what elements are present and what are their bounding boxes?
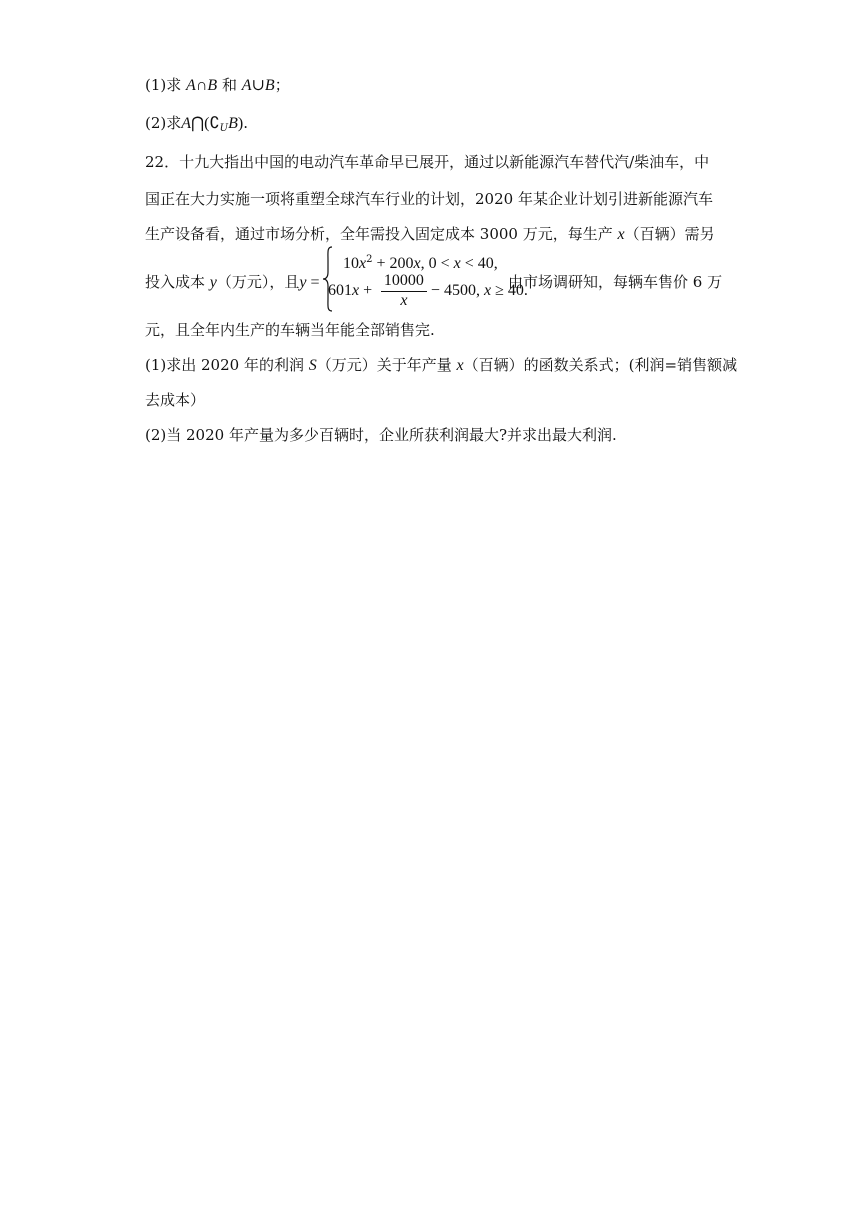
part-2-label: (2)求: [145, 114, 182, 132]
exponent: 2: [366, 254, 373, 265]
set-a: A: [186, 77, 196, 94]
set-a: A: [181, 115, 192, 132]
equals-sign: =: [306, 274, 320, 291]
union-symbol: ∪: [251, 77, 265, 94]
sub-question-1: [145, 355, 737, 376]
problem-22-line-4-tail: [508, 272, 722, 292]
intersection-symbol: ⋂: [191, 115, 205, 132]
variable-s: S: [308, 357, 317, 374]
set-b: B: [228, 115, 238, 132]
part-1-end: ；: [274, 76, 290, 94]
problem-text: 十九大指出中国的电动汽车革命早已展开，通过以新能源汽车替代汽/柴油车，中: [179, 153, 710, 171]
problem-number: 22．: [145, 153, 180, 171]
sub-question-2: [145, 425, 617, 445]
problem-22-line-3: [145, 224, 715, 245]
set-b: B: [207, 77, 218, 94]
problem-text: 去成本）: [145, 391, 206, 409]
problem-text: 生产设备看，通过市场分析，全年需投入固定成本 3000 万元，每生产: [145, 225, 613, 243]
problem-text: 元，且全年内生产的车辆当年能全部销售完.: [145, 321, 435, 339]
problem-22-line-5: [145, 320, 435, 340]
piecewise-case-2: 601x + $\frac{10000}{x}$ − 4500, x ≥ 40.: [328, 272, 528, 309]
variable-y: y: [209, 274, 217, 291]
variable-x: x: [617, 226, 625, 243]
universe-subscript: U: [219, 123, 229, 134]
complement-symbol: ∁: [209, 115, 220, 132]
problem-text: （百辆）需另: [624, 225, 715, 243]
fraction-numerator: 10000: [381, 272, 427, 292]
open-paren: (: [204, 115, 210, 132]
intersection-symbol: ∩: [195, 77, 208, 94]
problem-22-line-1: [145, 152, 709, 172]
problem-22-line-4: [145, 272, 320, 293]
sub-question-1-cont: [145, 390, 205, 410]
problem-text: （万元），且: [216, 273, 300, 291]
set-b-2: B: [264, 77, 275, 94]
set-a-2: A: [241, 77, 252, 94]
problem-text: (2)当 2020 年产量为多少百辆时，企业所获利润最大?并求出最大利润.: [145, 426, 617, 444]
part-1-label: (1)求: [145, 76, 182, 94]
problem-22-line-2: [145, 189, 713, 209]
close-paren: ): [237, 115, 244, 132]
problem-text: 国正在大力实施一项将重塑全球汽车行业的计划，2020 年某企业计划引进新能源汽车: [145, 190, 713, 208]
problem-text: （万元）关于年产量: [316, 356, 452, 374]
fraction: [381, 272, 427, 310]
problem-text: (1)求出 2020 年的利润: [145, 356, 304, 374]
part-2-end: .: [243, 114, 248, 132]
variable-y: y: [299, 274, 307, 291]
question-part-1: [145, 75, 290, 96]
question-part-2: [145, 113, 248, 139]
problem-text: （百辆）的函数关系式；(利润=销售额减: [463, 356, 738, 374]
problem-text: 由市场调研知，每辆车售价 6 万: [508, 273, 723, 291]
variable-x: x: [456, 357, 464, 374]
conjunction-and: 和: [221, 76, 237, 94]
fraction-denominator: x: [400, 292, 408, 309]
piecewise-case-1: $10x^2 + 200x$, 0 < x < 40,: [343, 254, 498, 272]
problem-text: 投入成本: [145, 273, 206, 291]
